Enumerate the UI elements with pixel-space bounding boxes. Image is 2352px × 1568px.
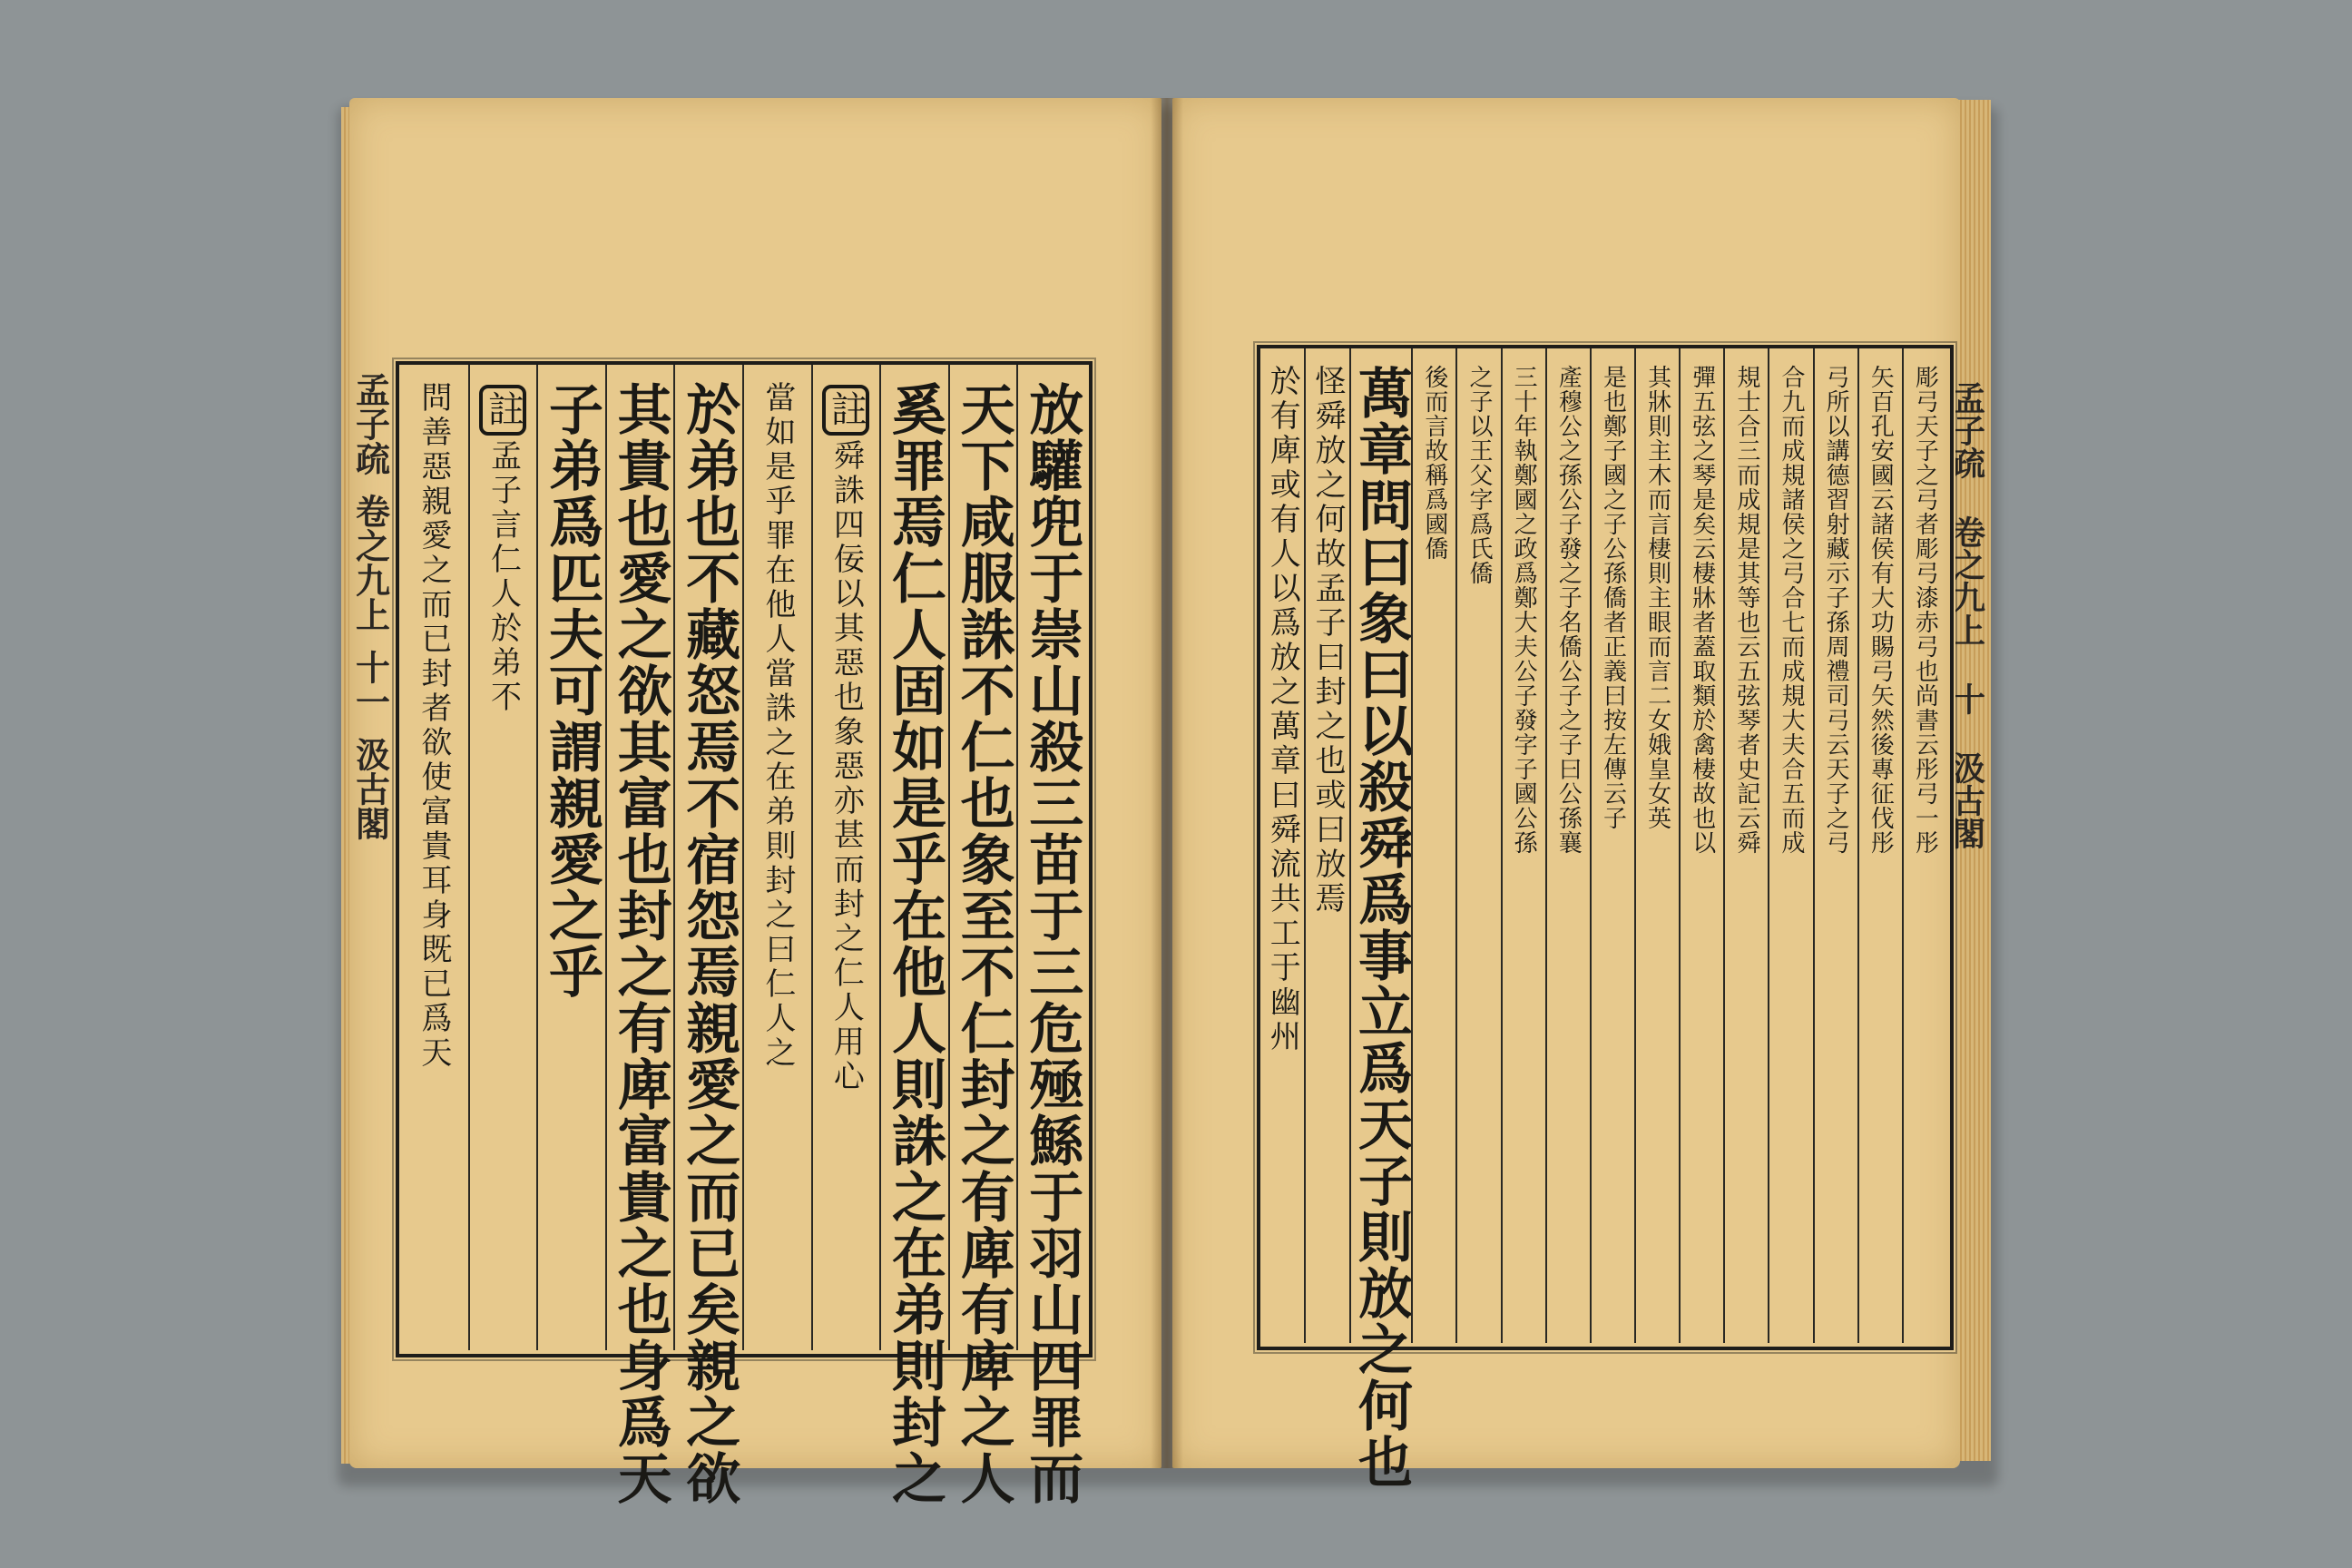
margin-folio: 十一 [349, 650, 391, 719]
margin-publisher: 汲古閣 [1947, 751, 1986, 849]
column-body: 天下咸服誅不仁也象至不仁封之有庳有庳之人 [951, 381, 1015, 1506]
column-body: 三十年執鄭國之政爲鄭大夫公子發字子國公孫 [1510, 365, 1538, 855]
column-text [1643, 365, 1672, 1343]
column-text [605, 381, 676, 1506]
column-text [1346, 365, 1416, 1490]
column-text [479, 381, 526, 1350]
column-body: 於弟也不藏怒焉不宿怨焉親愛之而已矣親之欲 [677, 381, 741, 1506]
column-body: 怪舜放之何故孟子曰封之也或曰放焉 [1309, 365, 1347, 916]
text-column [673, 365, 742, 1506]
column-body: 規士合三而成規是其等也云五弦琴者史記云舜 [1732, 365, 1760, 855]
column-text [536, 381, 607, 1350]
text-column [1813, 348, 1857, 1343]
left-page-margin [350, 372, 390, 1352]
column-text [1509, 365, 1538, 1343]
column-body: 奚罪焉仁人固如是乎在他人則誅之在弟則封之 [883, 381, 947, 1506]
column-body: 矢百孔安國云諸侯有大功賜弓矢然後專征伐彤 [1867, 365, 1895, 855]
column-body: 萬章問曰象曰以殺舜爲事立爲天子則放之何也 [1348, 365, 1413, 1490]
column-text [1465, 365, 1494, 1343]
column-body: 產穆公之孫公子發之子名僑公子之子曰公孫襄 [1554, 365, 1583, 855]
margin-title: 孟子疏 [349, 372, 391, 475]
margin-title: 孟子疏 [1947, 381, 1986, 479]
column-body: 是也鄭子國之子公孫僑者正義曰按左傳云子 [1599, 365, 1627, 830]
column-text [1016, 381, 1087, 1506]
column-body: 其牀則主木而言棲則主眼而言二女娥皇女英 [1643, 365, 1671, 830]
margin-volume: 卷之九上 [349, 494, 391, 632]
column-text [416, 381, 452, 1350]
column-text [1910, 365, 1939, 1343]
column-text [1732, 365, 1761, 1343]
column-body: 合九而成規諸侯之弓合七而成規大夫合五而成 [1778, 365, 1805, 855]
text-column [1857, 348, 1902, 1343]
column-text [1309, 365, 1346, 1343]
text-column [811, 365, 880, 1350]
text-column [1304, 348, 1348, 1343]
column-body: 問善惡親愛之而已封者欲使富貴耳身既已爲天 [415, 381, 452, 1071]
text-column [1679, 348, 1723, 1343]
text-column [1634, 348, 1679, 1343]
column-body: 放驩兜于崇山殺三苗于三危殛鯀于羽山四罪而 [1020, 381, 1084, 1506]
column-text [1821, 365, 1850, 1343]
column-text [1264, 365, 1300, 1343]
left-text-columns [399, 365, 1085, 1506]
text-column [468, 365, 537, 1350]
text-column [948, 365, 1017, 1506]
text-column [399, 365, 468, 1350]
margin-volume: 卷之九上 [1947, 515, 1986, 646]
column-text [760, 381, 796, 1350]
text-column [1260, 348, 1305, 1343]
margin-publisher: 汲古閣 [349, 737, 391, 840]
text-column [1501, 348, 1545, 1343]
text-column [879, 365, 948, 1506]
annotation-mark: 註 [822, 385, 869, 436]
column-body: 彫弓天子之弓者彫弓漆赤弓也尚書云彤弓一彤 [1911, 365, 1939, 855]
column-text [822, 381, 869, 1350]
column-body: 舜誅四佞以其惡也象惡亦甚而封之仁人用心 [828, 439, 865, 1094]
column-body: 孟子言仁人於弟不 [485, 439, 522, 715]
book-gutter [1151, 98, 1183, 1468]
text-column [536, 365, 605, 1350]
text-column [1411, 348, 1455, 1343]
column-text [673, 381, 744, 1506]
text-column [1723, 348, 1768, 1343]
column-text [948, 381, 1019, 1506]
text-column [742, 365, 811, 1350]
column-body: 其貴也愛之欲其富也封之有庳富貴之也身爲天 [608, 381, 672, 1506]
text-column [1348, 348, 1413, 1490]
text-column [1590, 348, 1634, 1343]
column-text [879, 381, 950, 1506]
text-column [1455, 348, 1500, 1343]
column-body: 彈五弦之琴是矣云棲牀者蓋取類於禽棲故也以 [1688, 365, 1716, 855]
column-body: 之子以王父字爲氏僑 [1465, 365, 1494, 585]
text-column [1902, 348, 1946, 1343]
column-text [1777, 365, 1806, 1343]
column-body: 子弟爲匹夫可謂親愛之乎 [540, 381, 604, 1000]
column-body: 於有庳或有人以爲放之萬章曰舜流共工于幽州 [1264, 365, 1301, 1054]
column-text [1420, 365, 1449, 1343]
column-body: 當如是乎罪在他人當誅之在弟則封之曰仁人之 [759, 381, 796, 1071]
annotation-mark: 註 [479, 385, 526, 436]
column-body: 弓所以講德習射藏示子孫周禮司弓云天子之弓 [1822, 365, 1850, 855]
right-text-columns [1260, 348, 1946, 1490]
text-column [605, 365, 674, 1506]
text-column [1016, 365, 1085, 1506]
column-text [1553, 365, 1583, 1343]
column-text [1688, 365, 1717, 1343]
column-body: 後而言故稱爲國僑 [1420, 365, 1448, 561]
column-text [1598, 365, 1627, 1343]
text-column [1768, 348, 1812, 1343]
margin-folio: 十 [1947, 682, 1986, 715]
column-text [1866, 365, 1895, 1343]
text-column [1545, 348, 1590, 1343]
